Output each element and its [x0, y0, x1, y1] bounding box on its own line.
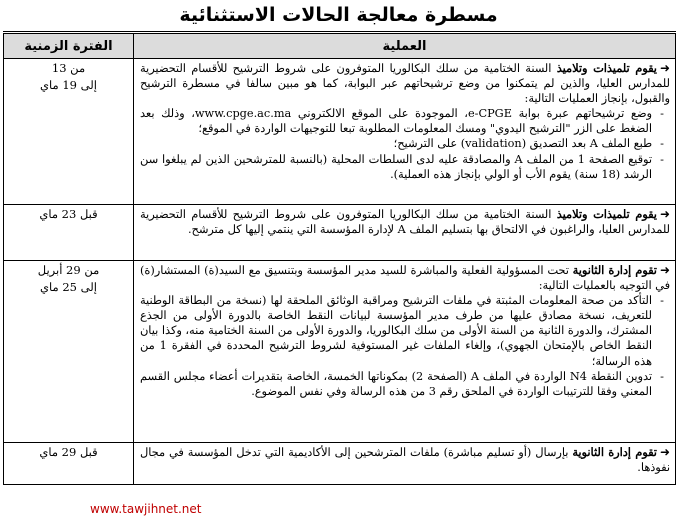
row-lead: تقوم إدارة الثانوية	[572, 445, 657, 459]
list-item: - تدوين النقطة N4 الواردة في الملف A (الصفحة 2) بمكوناتها الخمسة، الخاصة بتقديرات أعضاء مجلس القسم المعني وفقا للترتيبات الواردة في الملحق رقم 3 من هذه الرسالة وفي نفس الموضوع.	[140, 369, 652, 399]
header-operation: العملية	[134, 33, 676, 59]
period-line: قبل 29 ماي	[39, 445, 98, 459]
step-list	[140, 106, 670, 181]
procedure-table	[3, 31, 676, 485]
arrow-left-icon: ➜	[659, 263, 671, 277]
operation-cell	[134, 59, 676, 205]
row-lead: تقوم إدارة الثانوية	[572, 263, 657, 277]
arrow-left-icon: ➜	[659, 445, 670, 459]
footer-url: www.tawjihnet.net	[90, 502, 202, 516]
page-title: مسطرة معالجة الحالات الاستثنائية	[179, 4, 498, 26]
table-row	[4, 59, 676, 205]
operation-cell	[134, 205, 676, 261]
step-list	[140, 293, 670, 399]
list-item: - التأكد من صحة المعلومات المثبتة في ملفات الترشيح ومراقبة الوثائق الملحقة لها (نسخة من البطاقة الوطنية للتعريف، نسخة مصادق عليها من طرف مدير المؤسسة لبيانات النقط الخاصة بالدورة الأولى من الجذع المشترك، والدورة الثانية من السنة الأولى من سلك البكالوريا، والدورة الأولى من السنة الختامية منه، وكذا بيان النقط الخاص بالإمتحان الجهوي)، وإلغاء الملفات غير المستوفية لشروط الترشيح المحددة في الفقرة 1 من هذه الرسالة؛	[140, 293, 652, 368]
period-cell	[4, 59, 134, 205]
period-line: من 29 أبريل	[37, 263, 100, 277]
row-intro: السنة الختامية من سلك البكالوريا المتوفرون على شروط الترشيح للأقسام التحضيرية للمدارس العليا، والذين لم يتمكنوا من وضع ترشيحاتهم عبر البوابة، كما هو مبين سالفا في مسطرة الترشيح والقبول، بإنجاز العمليات التالية:	[140, 62, 670, 106]
period-line: إلى 25 ماي	[40, 280, 97, 294]
period-cell	[4, 205, 134, 261]
row-intro: السنة الختامية من سلك البكالوريا المتوفرون على شروط الترشيح للأقسام التحضيرية للمدارس العليا، والراغبون في الالتحاق بها بتسليم الملف A لإدارة المؤسسة التي ينتمي إليها كل مترشح.	[140, 208, 670, 237]
row-intro: بإرسال (أو تسليم مباشرة) ملفات المترشحين إلى الأكاديمية التي تدخل المؤسسة في مجال نفوذها.	[140, 446, 670, 475]
table-row	[4, 261, 676, 443]
operation-cell	[134, 443, 676, 485]
row-lead: يقوم تلميذات وتلاميذ	[556, 61, 657, 75]
list-item: - طبع الملف A بعد التصديق (validation) على الترشيح؛	[140, 136, 652, 151]
period-cell	[4, 443, 134, 485]
table-row	[4, 205, 676, 261]
row-intro: تحت المسؤولية الفعلية والمباشرة للسيد مدير المؤسسة وبتنسيق مع السيد(ة) المستشار(ة) في التوجيه بالعمليات التالية:	[140, 264, 670, 293]
list-item: - توقيع الصفحة 1 من الملف A والمصادقة عليه لدى السلطات المحلية (بالنسبة للمترشحين الذين لم يبلغوا سن الرشد (18 سنة) يقوم الأب أو الولي بإنجاز هذه العملية).	[140, 152, 652, 182]
arrow-left-icon: ➜	[659, 207, 671, 221]
period-cell	[4, 261, 134, 443]
table-row	[4, 443, 676, 485]
operation-cell	[134, 261, 676, 443]
header-period: الفترة الزمنية	[4, 33, 134, 59]
list-item: - وضع ترشيحاتهم عبرة بوابة e-CPGE، الموجودة على الموقع الالكتروني www.cpge.ac.ma، وذلك بعد الضغط على الزر "الترشيح اليدوي" ومسك المعلومات المطلوبة تبعا للتوجيهات الواردة في الموقع؛	[140, 106, 652, 136]
period-line: من 13	[51, 61, 86, 75]
table-header-row	[4, 33, 676, 59]
period-line: إلى 19 ماي	[40, 78, 97, 92]
row-lead: يقوم تلميذات وتلاميذ	[556, 207, 657, 221]
arrow-left-icon: ➜	[659, 61, 671, 75]
period-line: قبل 23 ماي	[39, 207, 98, 221]
